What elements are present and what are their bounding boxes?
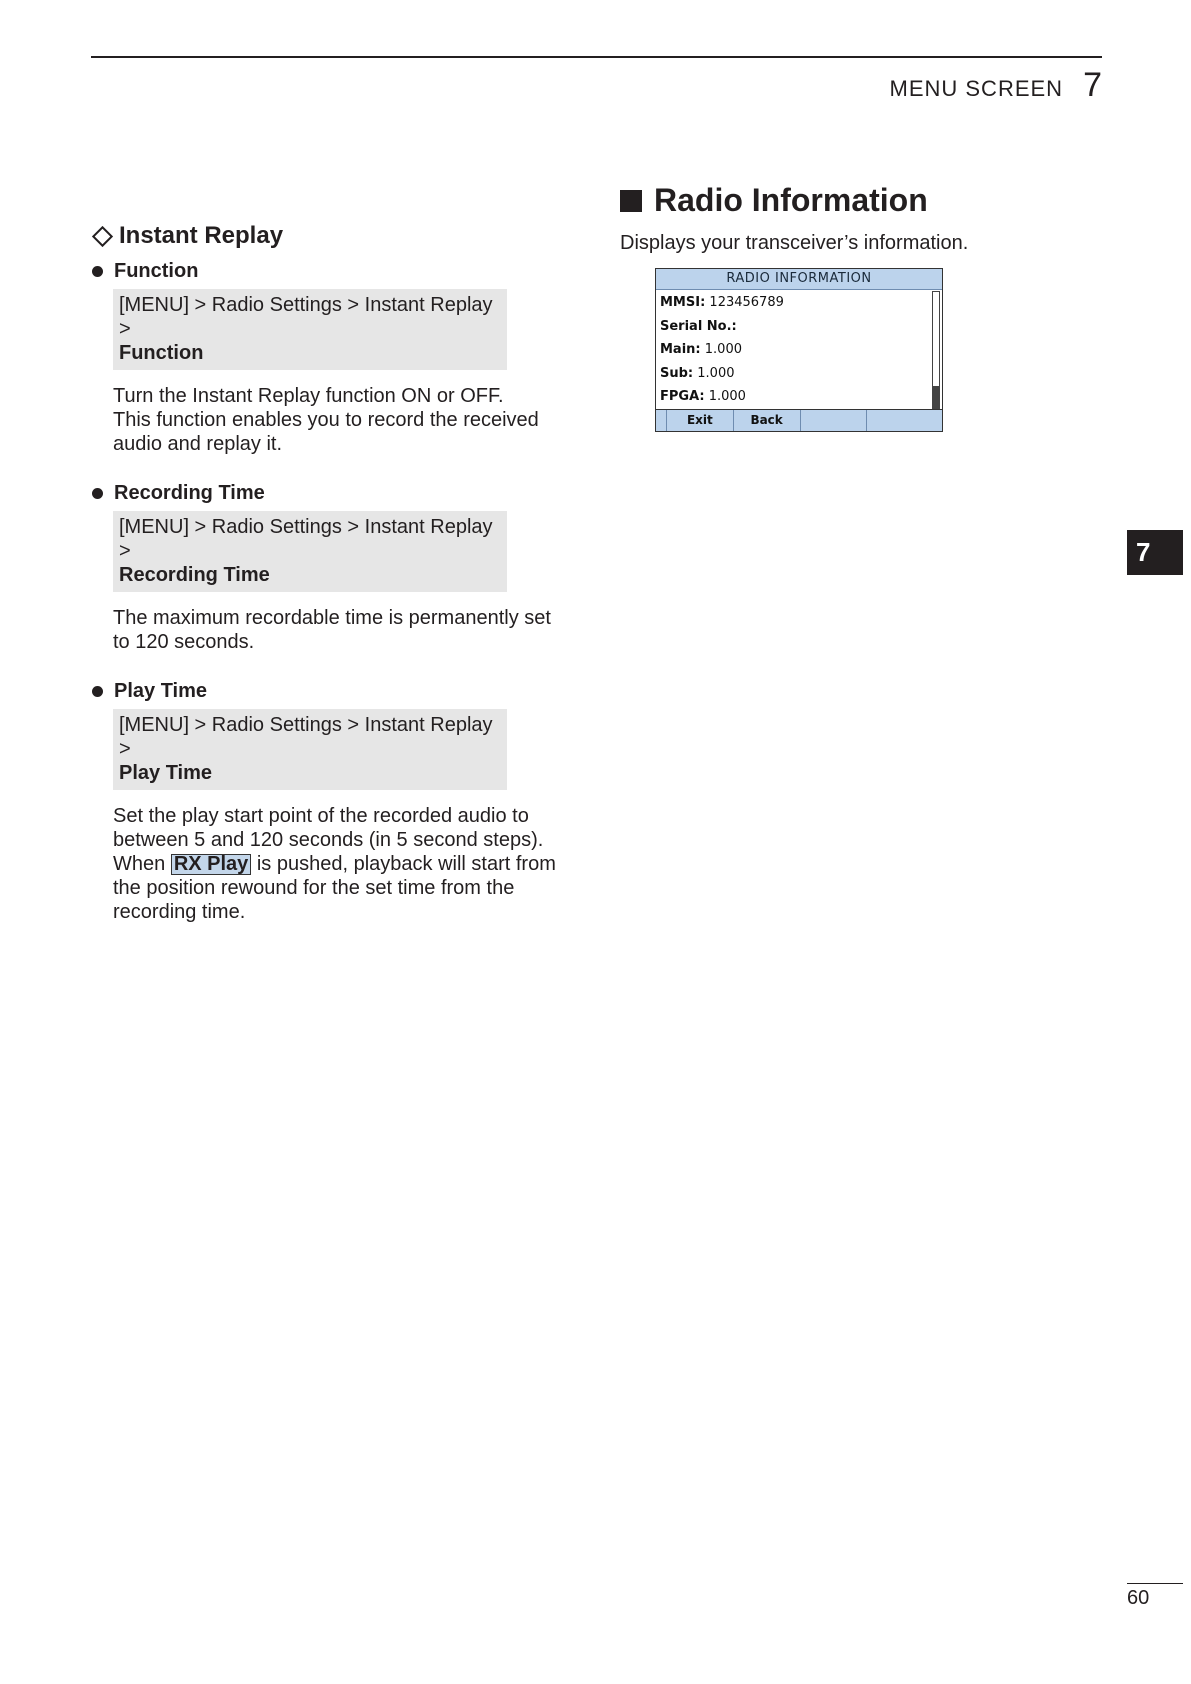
row-label: FPGA: <box>660 389 705 404</box>
chapter-title: MENU SCREEN <box>889 76 1064 101</box>
menu-path-end: Recording Time <box>119 564 270 586</box>
desc-text: is pushed, playback will start from <box>256 853 556 875</box>
scrollbar-thumb <box>933 386 939 408</box>
screen-row-main <box>660 338 784 362</box>
desc-line <box>113 852 561 876</box>
screen-row-mmsi <box>660 291 784 315</box>
row-value: 1.000 <box>708 389 746 404</box>
function-heading <box>91 260 561 283</box>
rx-play-key: RX Play <box>171 854 251 875</box>
desc-line: recording time. <box>113 901 246 923</box>
footer-rule <box>1127 1583 1183 1584</box>
screen-row-fpga <box>660 385 784 409</box>
recording-time-description <box>113 606 561 654</box>
page-number: 60 <box>1127 1587 1150 1609</box>
instant-replay-title: Instant Replay <box>119 222 284 249</box>
desc-line: Turn the Instant Replay function ON or OFF. <box>113 385 504 407</box>
screen-row-sub <box>660 362 784 386</box>
screen-title: RADIO INFORMATION <box>656 269 942 290</box>
softkey-edge <box>656 410 666 431</box>
row-value: 1.000 <box>704 342 742 357</box>
menu-path-end: Play Time <box>119 762 213 784</box>
bullet-icon <box>92 488 103 499</box>
softkey-back: Back <box>733 410 800 431</box>
menu-path-prefix: [MENU] > Radio Settings > Instant Replay > <box>119 516 493 562</box>
desc-line: between 5 and 120 seconds (in 5 second steps). <box>113 829 544 851</box>
row-value: 123456789 <box>709 295 784 310</box>
bullet-icon <box>92 266 103 277</box>
play-time-section <box>91 680 561 924</box>
recording-time-section <box>91 482 561 654</box>
desc-line: The maximum recordable time is permanently set <box>113 607 551 629</box>
row-value: 1.000 <box>697 365 735 381</box>
desc-line: audio and replay it. <box>113 433 283 455</box>
softkey-exit: Exit <box>666 410 733 431</box>
row-label: Sub: <box>660 365 694 381</box>
row-label: Serial No.: <box>660 318 737 334</box>
play-time-menu-path <box>113 709 507 790</box>
chapter-number: 7 <box>1083 66 1102 104</box>
desc-line: to 120 seconds. <box>113 631 255 653</box>
header-rule <box>91 56 1102 58</box>
play-time-heading <box>91 680 561 703</box>
right-column <box>620 182 1090 255</box>
row-label: Main: <box>660 342 701 357</box>
menu-path-prefix: [MENU] > Radio Settings > Instant Replay > <box>119 294 493 340</box>
screen-row-serial <box>660 315 784 339</box>
function-description <box>113 384 561 456</box>
play-time-description <box>113 804 561 924</box>
square-icon <box>620 190 642 212</box>
function-menu-path <box>113 289 507 370</box>
recording-time-heading <box>91 482 561 505</box>
menu-path-end: Function <box>119 342 204 364</box>
running-header <box>890 66 1103 105</box>
row-label: MMSI: <box>660 295 706 310</box>
function-section <box>91 260 561 456</box>
left-column <box>91 222 561 950</box>
instant-replay-heading <box>91 222 561 250</box>
radio-information-description: Displays your transceiver’s information. <box>620 232 969 254</box>
screen-scrollbar <box>932 291 940 409</box>
recording-time-title: Recording Time <box>114 482 265 504</box>
menu-path-prefix: [MENU] > Radio Settings > Instant Replay > <box>119 714 493 760</box>
softkey-4 <box>866 410 942 431</box>
bullet-icon <box>92 686 103 697</box>
screen-softkeys <box>656 409 942 431</box>
chapter-tab: 7 <box>1127 530 1183 575</box>
softkey-3 <box>800 410 867 431</box>
radio-information-title: Radio Information <box>654 182 928 218</box>
desc-line: This function enables you to record the received <box>113 409 539 431</box>
recording-time-menu-path <box>113 511 507 592</box>
desc-line: the position rewound for the set time from the <box>113 877 515 899</box>
diamond-icon <box>92 225 113 246</box>
radio-information-heading <box>620 182 1090 219</box>
play-time-title: Play Time <box>114 680 208 702</box>
function-title: Function <box>114 260 199 282</box>
desc-text: When <box>113 853 166 875</box>
radio-information-screen <box>655 268 943 432</box>
screen-rows <box>660 291 784 409</box>
desc-line: Set the play start point of the recorded audio to <box>113 805 529 827</box>
